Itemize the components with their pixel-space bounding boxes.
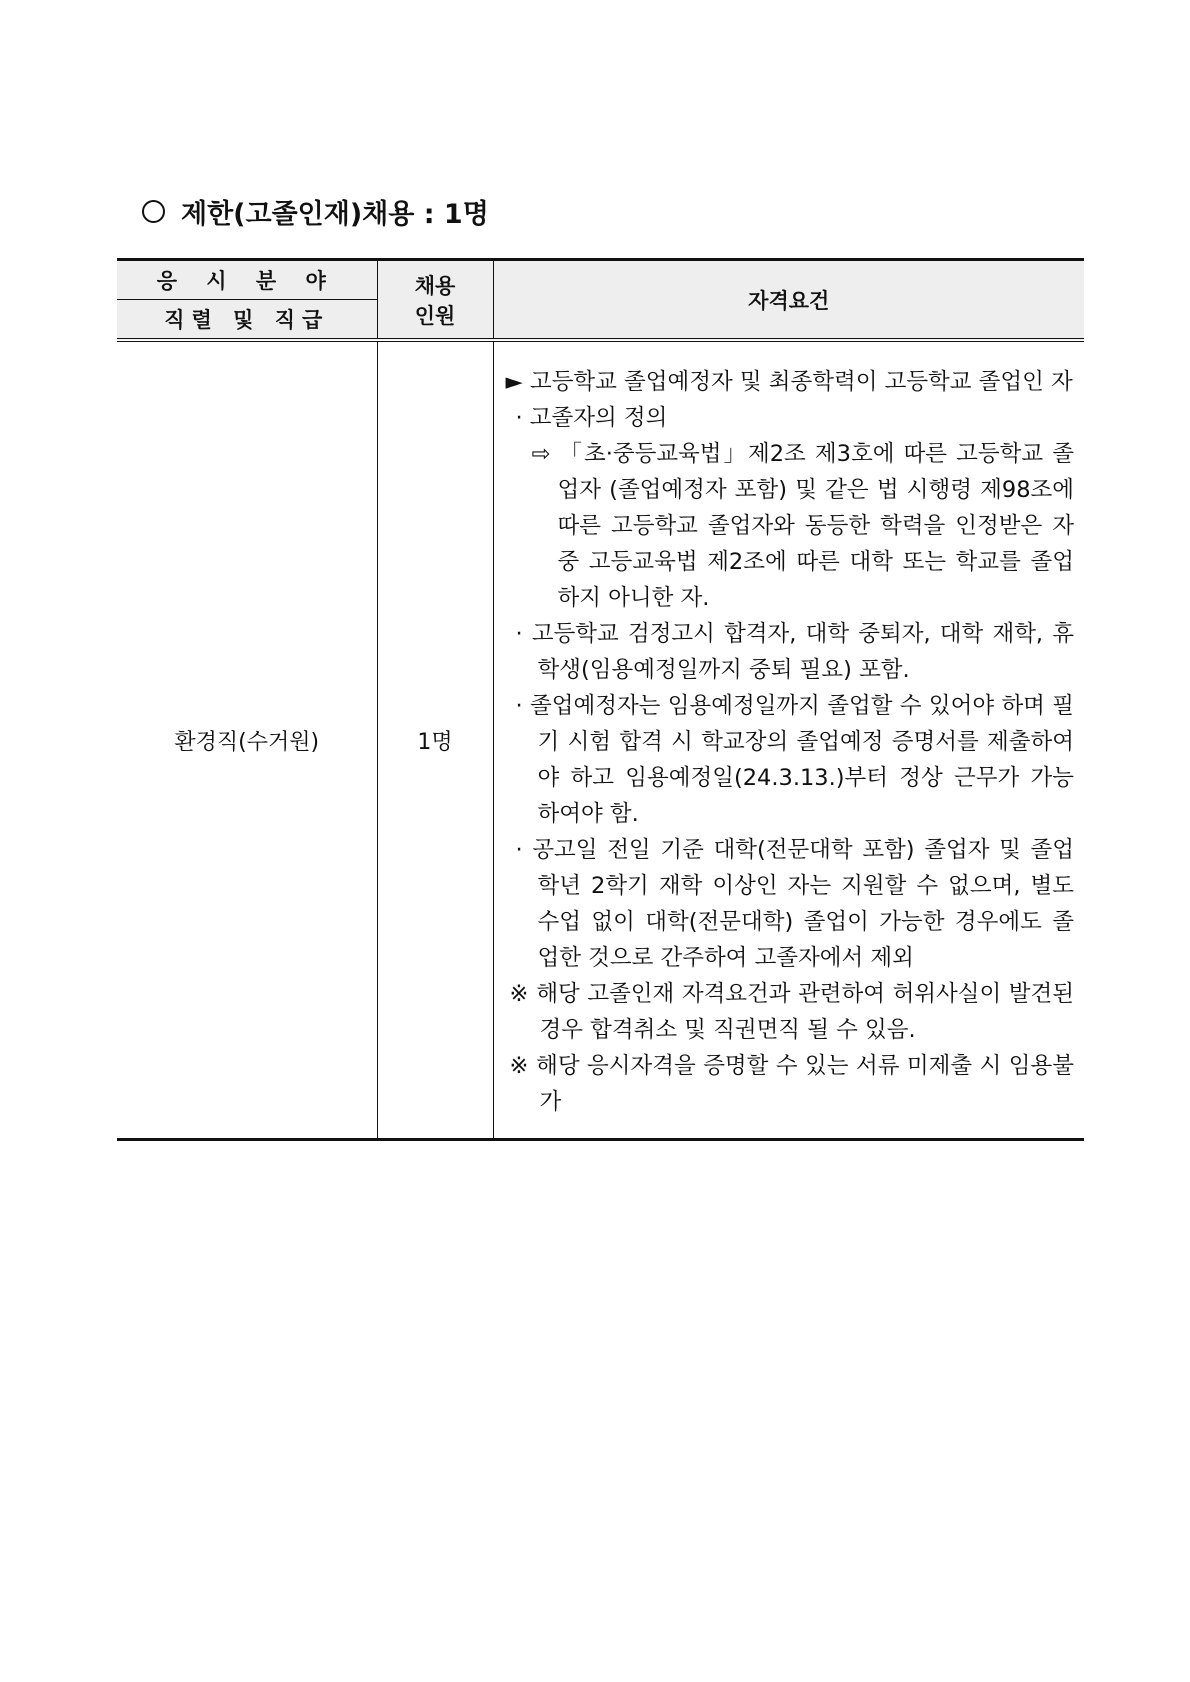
- table-row: [117, 340, 1084, 1140]
- count-cell: 1명: [377, 340, 493, 1140]
- requirement-item: · 고졸자의 정의: [515, 405, 668, 431]
- requirement-item: · 공고일 전일 기준 대학(전문대학 포함) 졸업자 및 졸업 학년 2학기 재학 이상인 자는 지원할 수 없으며, 별도 수업 없이 대학(전문대학) 졸업이 가능한 경우에도 졸업한 것으로 간주하여 고졸자에서 제외: [515, 837, 1074, 971]
- requirement-note: ※ 해당 응시자격을 증명할 수 있는 서류 미제출 시 임용불가: [509, 1053, 1074, 1115]
- recruitment-table: [117, 258, 1084, 1141]
- header-requirements: 자격요건: [493, 260, 1084, 341]
- requirement-item: · 졸업예정자는 임용예정일까지 졸업할 수 있어야 하며 필기 시험 합격 시 학교장의 졸업예정 증명서를 제출하여야 하고 임용예정일(24.3.13.)부터 정상 근무가 가능하여야 함.: [515, 693, 1074, 827]
- position-cell: 환경직(수거원): [117, 340, 377, 1140]
- section-heading: [142, 192, 489, 231]
- requirements-cell: [493, 340, 1084, 1140]
- header-count-top: 채용: [377, 260, 493, 300]
- header-series-grade: 직렬 및 직급: [117, 300, 377, 341]
- section-heading-text: 제한(고졸인재)채용 : 1명: [181, 199, 489, 230]
- requirement-item: · 고등학교 검정고시 합격자, 대학 중퇴자, 대학 재학, 휴학생(임용예정일까지 중퇴 필요) 포함.: [515, 621, 1074, 683]
- requirement-main: ► 고등학교 졸업예정자 및 최종학력이 고등학교 졸업인 자: [505, 369, 1073, 395]
- header-count-bottom: 인원: [377, 300, 493, 341]
- requirement-note: ※ 해당 고졸인재 자격요건과 관련하여 허위사실이 발견된 경우 합격취소 및 직권면직 될 수 있음.: [509, 981, 1074, 1043]
- circle-bullet-icon: [142, 200, 165, 223]
- requirement-definition: ⇨ 「초·중등교육법」제2조 제3호에 따른 고등학교 졸업자 (졸업예정자 포함) 및 같은 법 시행령 제98조에 따른 고등학교 졸업자와 동등한 학력을 인정받은 자 중 고등교육법 제2조에 따른 대학 또는 학교를 졸업하지 아니한 자.: [531, 441, 1074, 611]
- header-field: 응 시 분 야: [117, 260, 377, 300]
